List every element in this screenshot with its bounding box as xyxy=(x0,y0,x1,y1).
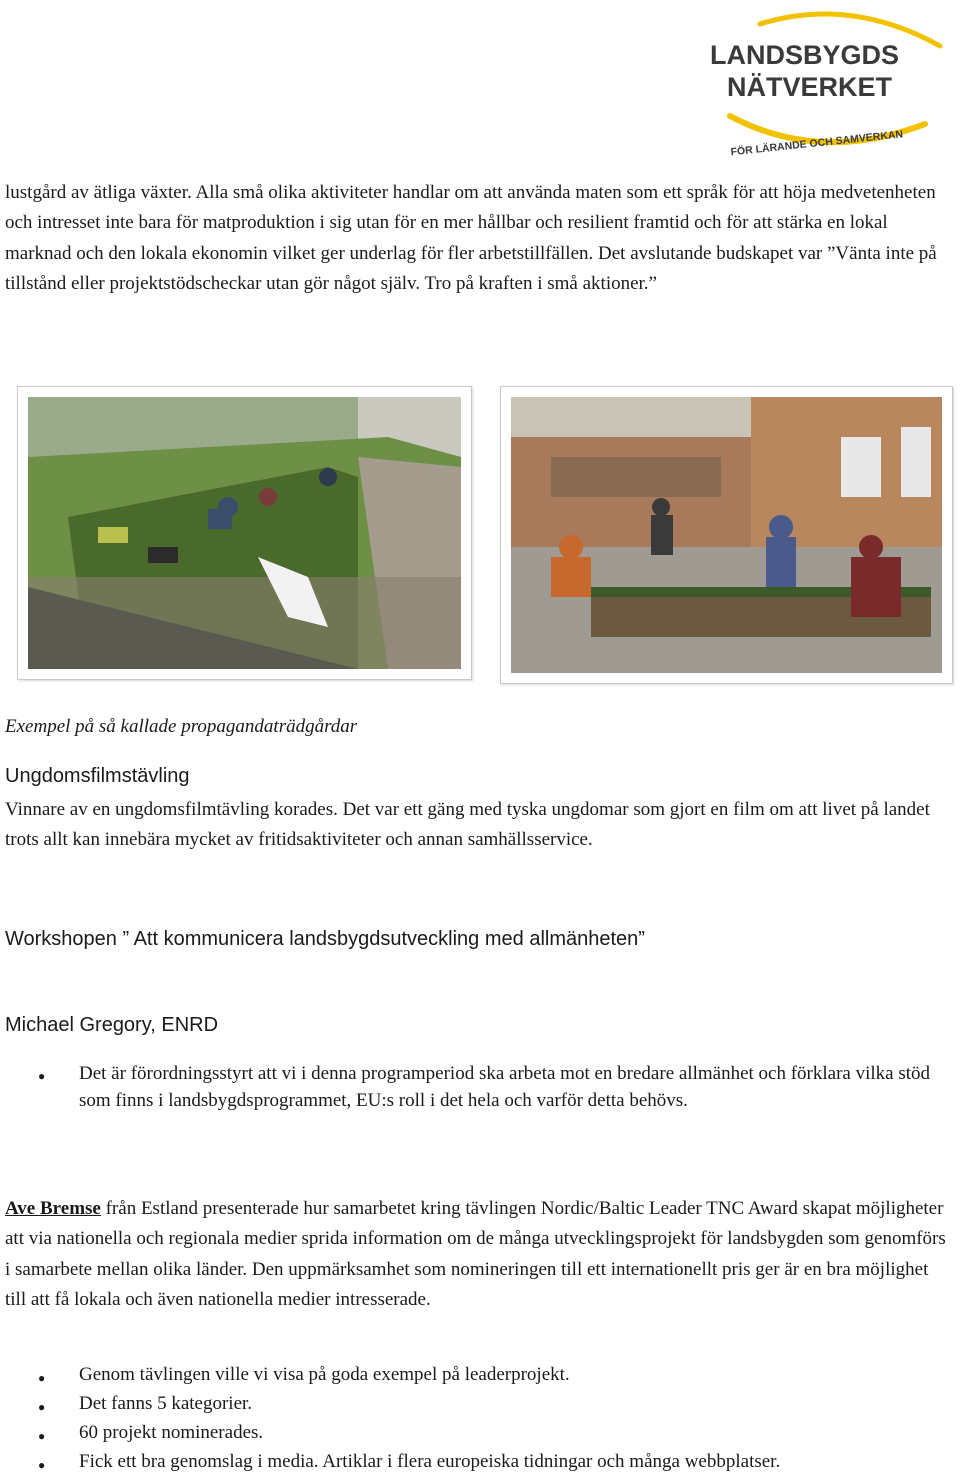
ave-text: från Estland presenterade hur samarbetet kring tävlingen Nordic/Baltic Leader TNC Award skapat möjligheter att via nationella och regionala medier sprida information om de många utvecklingsprojekt för landsbygden som genomförs i samarbete mellan olika länder. Den uppmärksamhet som nomineringen till ett internationellt pris ger är en bra möjlighet till att få lokala och även nationella medier intresserade. xyxy=(5,1198,946,1311)
list-item: ● Det fanns 5 kategorier. xyxy=(0,1389,950,1418)
logo-line2: NÄTVERKET xyxy=(727,72,893,102)
ave-bullet-list xyxy=(0,1360,950,1476)
ave-paragraph xyxy=(5,1194,953,1316)
ave-name: Ave Bremse xyxy=(5,1198,101,1219)
section-heading-film: Ungdomsfilmstävling xyxy=(5,765,190,787)
garden-photo-left xyxy=(17,386,472,680)
landsbygdsnatverket-logo xyxy=(700,6,952,156)
workshop-heading: Workshopen ” Att kommunicera landsbygdsutveckling med allmänheten” xyxy=(5,928,645,950)
logo-line1: LANDSBYGDS xyxy=(710,40,900,70)
list-item: ● Fick ett bra genomslag i media. Artiklar i flera europeiska tidningar och många webbplatser. xyxy=(0,1447,950,1476)
speaker-heading: Michael Gregory, ENRD xyxy=(5,1014,219,1036)
logo-tagline: FÖR LÄRANDE OCH SAMVERKAN xyxy=(730,128,904,156)
film-paragraph: Vinnare av en ungdomsfilmtävling korades. Det var ett gäng med tyska ungdomar som gjort en film om att livet på landet trots allt kan innebära mycket av fritidsaktiviteter och annan samhällsservice. xyxy=(5,799,930,851)
garden-photo-right xyxy=(500,386,953,684)
list-item: ● Det är förordningsstyrt att vi i denna programperiod ska arbeta mot en bredare allmänhet och förklara vilka stöd som finns i landsbygdsprogrammet, EU:s roll i det hela och varför detta behövs. xyxy=(0,1061,950,1114)
speaker-bullet-list xyxy=(0,1061,950,1114)
photo-caption: Exempel på så kallade propagandaträdgårdar xyxy=(5,716,358,737)
list-item: ● 60 projekt nominerades. xyxy=(0,1418,950,1447)
list-item: ● Genom tävlingen ville vi visa på goda exempel på leaderprojekt. xyxy=(0,1360,950,1389)
intro-paragraph: lustgård av ätliga växter. Alla små olika aktiviteter handlar om att använda maten som ett språk för att höja medvetenheten och intresset inte bara för matproduktion i sig utan för en mer hållbar och resilient framtid och för att stärka en lokal marknad och den lokala ekonomin vilket ger underlag för fler arbetstillfällen. Det avslutande budskapet var ”Vänta inte på tillstånd eller projektstödscheckar utan gör något själv. Tro på kraften i små aktioner.” xyxy=(5,182,937,295)
